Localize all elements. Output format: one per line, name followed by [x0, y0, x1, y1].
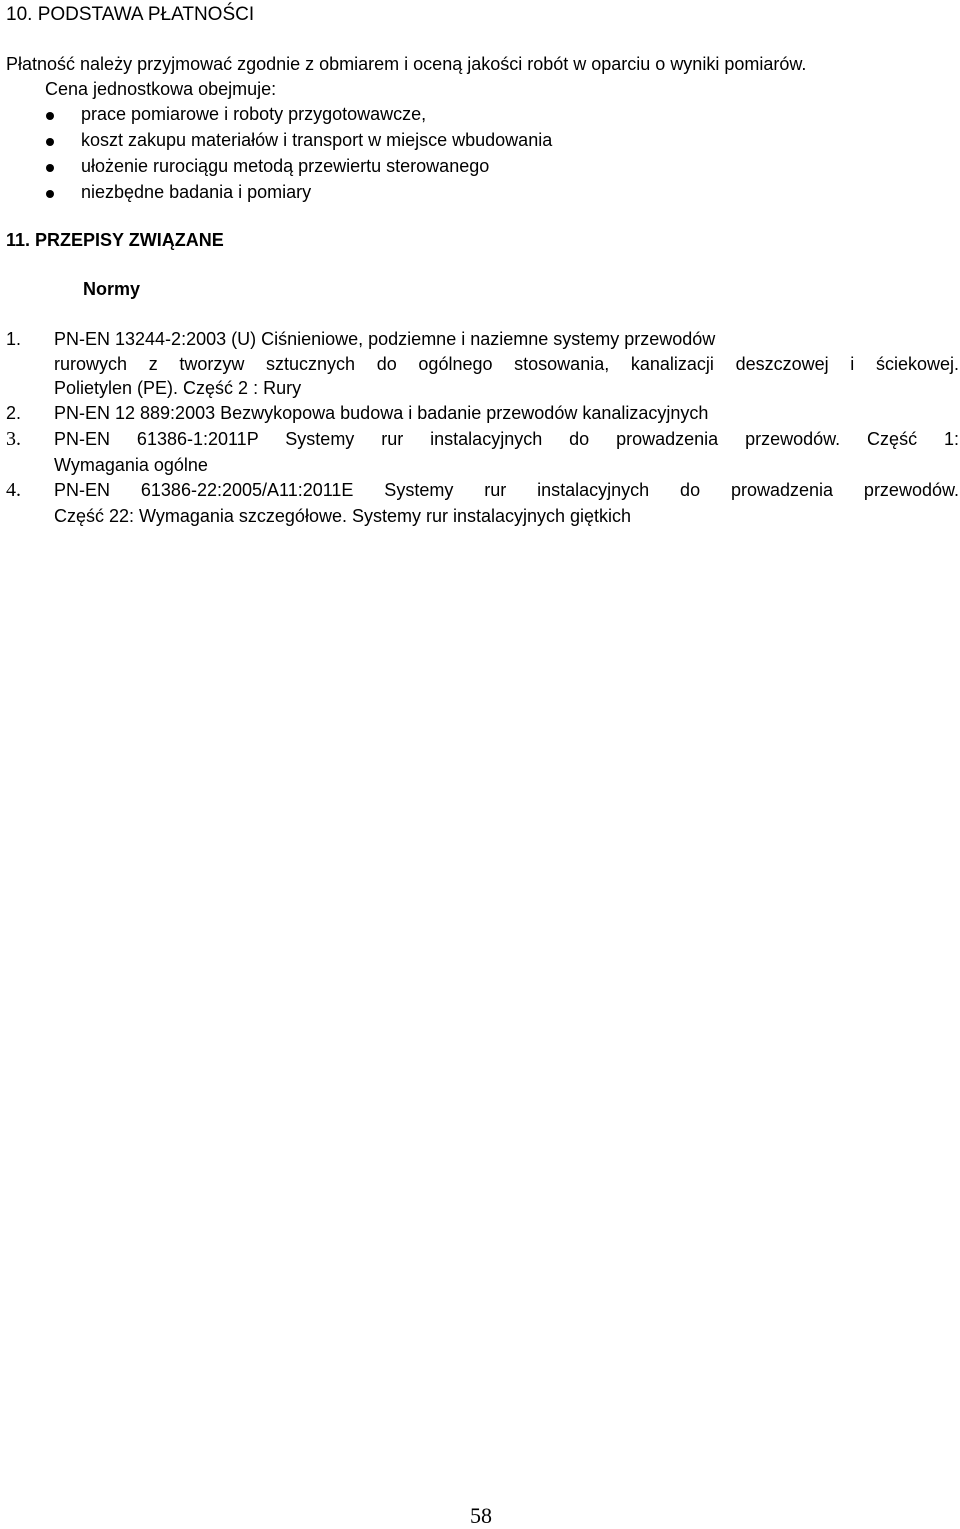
- norm-number: 4.: [6, 479, 21, 501]
- norm-text-line: PN-EN 13244-2:2003 (U) Ciśnieniowe, podziemne i naziemne systemy przewodów: [54, 329, 716, 349]
- norms-subheading: Normy: [83, 279, 141, 299]
- norm-number: 2.: [6, 403, 22, 423]
- norm-number: 3.: [6, 428, 21, 450]
- list-item-text: ułożenie rurociągu metodą przewiertu sterowanego: [81, 156, 490, 176]
- norm-text-line: Polietylen (PE). Część 2 : Rury: [54, 378, 302, 398]
- bullet-icon: [46, 164, 54, 172]
- bullet-icon: [46, 112, 54, 120]
- payment-intro-text: Płatność należy przyjmować zgodnie z obmiarem i oceną jakości robót w oparciu o wyniki pomiarów.: [6, 54, 807, 74]
- list-item-text: niezbędne badania i pomiary: [81, 182, 312, 202]
- page-number: 58: [470, 1503, 492, 1528]
- norm-number: 1.: [6, 329, 22, 349]
- norm-text-line: Część 22: Wymagania szczegółowe. Systemy rur instalacyjnych giętkich: [54, 506, 632, 526]
- section-11-heading: 11. PRZEPISY ZWIĄZANE: [6, 230, 224, 250]
- section-10-heading: 10. PODSTAWA PŁATNOŚCI: [6, 4, 255, 25]
- norm-text-line: PN-EN 61386-22:2005/A11:2011E Systemy rur instalacyjnych do prowadzenia przewodów.: [54, 480, 959, 500]
- list-item-text: prace pomiarowe i roboty przygotowawcze,: [81, 104, 427, 124]
- bullet-icon: [46, 138, 54, 146]
- bullet-icon: [46, 190, 54, 198]
- norm-text-line: Wymagania ogólne: [54, 455, 208, 475]
- norm-text-line: rurowych z tworzyw sztucznych do ogólnego stosowania, kanalizacji deszczowej i ściekowej.: [54, 354, 959, 374]
- list-item-text: koszt zakupu materiałów i transport w miejsce wbudowania: [81, 130, 553, 150]
- norm-text-line: PN-EN 12 889:2003 Bezwykopowa budowa i badanie przewodów kanalizacyjnych: [54, 403, 709, 423]
- norm-text-line: PN-EN 61386-1:2011P Systemy rur instalacyjnych do prowadzenia przewodów. Część 1:: [54, 429, 959, 449]
- unit-price-intro-text: Cena jednostkowa obejmuje:: [45, 79, 277, 99]
